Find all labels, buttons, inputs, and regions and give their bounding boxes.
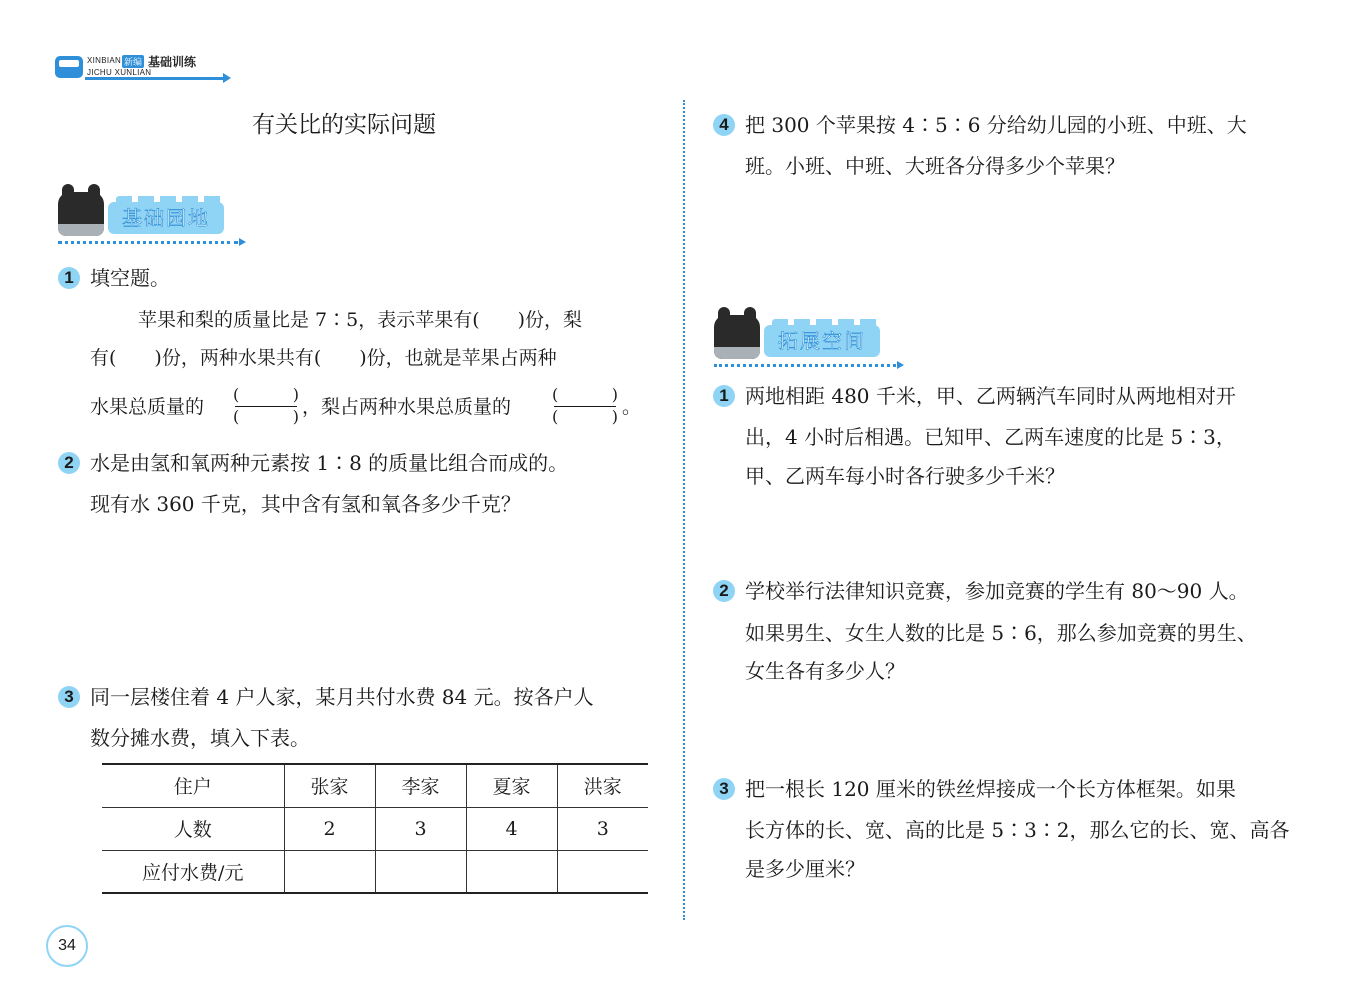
question-text: 水是由氢和氧两种元素按 1∶8 的质量比组合而成的。 xyxy=(90,451,569,475)
question-text: 数分摊水费，填入下表。 xyxy=(90,726,310,750)
question-text: 甲、乙两车每小时各行驶多少千米？ xyxy=(745,464,1065,488)
question-text: 填空题。 xyxy=(90,266,170,290)
arrow-icon xyxy=(223,73,231,83)
question-text: 出，4 小时后相遇。已知甲、乙两车速度的比是 5∶3， xyxy=(745,425,1236,449)
section-title: 拓展空间 xyxy=(764,325,880,357)
question-number: 1 xyxy=(58,267,80,289)
dotted-arrow xyxy=(714,364,896,368)
dotted-arrow xyxy=(58,241,238,245)
water-fee-table xyxy=(102,763,648,894)
section-badge-extension xyxy=(714,315,914,355)
question-text: ，梨占两种水果总质量的 xyxy=(302,396,512,418)
question-text: 水果总质量的 xyxy=(90,396,205,418)
logo-tag: 新编 xyxy=(122,55,144,68)
table-header-cell: 李家 xyxy=(375,764,466,807)
question-number: 3 xyxy=(58,686,80,708)
question-text: 两地相距 480 千米，甲、乙两辆汽车同时从两地相对开 xyxy=(745,384,1236,408)
question-text: 把一根长 120 厘米的铁丝焊接成一个长方体框架。如果 xyxy=(745,777,1236,801)
question-text: 如果男生、女生人数的比是 5∶6，那么参加竞赛的男生、 xyxy=(745,621,1257,645)
table-header-cell: 夏家 xyxy=(466,764,557,807)
column-divider xyxy=(683,100,685,920)
logo-title: 基础训练 xyxy=(148,55,197,69)
page-number: 34 xyxy=(46,925,88,967)
logo-pinyin-bottom: JICHU XUNLIAN xyxy=(87,68,152,77)
table-cell: 4 xyxy=(466,807,557,850)
question-text: 学校举行法律知识竞赛，参加竞赛的学生有 80～90 人。 xyxy=(745,579,1249,603)
fraction-blank[interactable]: ( ) ( ) xyxy=(552,385,618,426)
question-number: 2 xyxy=(58,452,80,474)
section-badge-basic xyxy=(58,192,258,232)
question-text: 是多少厘米？ xyxy=(745,857,865,881)
answer-cell[interactable] xyxy=(557,850,648,893)
question-text: 现有水 360 千克，其中含有氢和氧各多少千克？ xyxy=(90,492,521,516)
question-number: 2 xyxy=(713,580,735,602)
question-text: 班。小班、中班、大班各分得多少个苹果？ xyxy=(745,154,1125,178)
question-text: 有( )份，两种水果共有( )份，也就是苹果占两种 xyxy=(90,347,557,369)
table-header-cell: 洪家 xyxy=(557,764,648,807)
question-number: 1 xyxy=(713,385,735,407)
bus-icon xyxy=(55,56,83,78)
series-logo xyxy=(55,50,230,82)
answer-cell[interactable] xyxy=(466,850,557,893)
table-row xyxy=(102,807,648,850)
question-text: 。 xyxy=(622,396,642,418)
table-header-cell: 张家 xyxy=(284,764,375,807)
table-cell: 2 xyxy=(284,807,375,850)
question-text: 女生各有多少人？ xyxy=(745,659,905,683)
table-cell: 3 xyxy=(557,807,648,850)
table-row xyxy=(102,850,648,893)
answer-cell[interactable] xyxy=(375,850,466,893)
table-header-cell: 住户 xyxy=(102,764,284,807)
logo-underline xyxy=(85,77,225,80)
table-row xyxy=(102,764,648,807)
question-number: 3 xyxy=(713,778,735,800)
page-title: 有关比的实际问题 xyxy=(252,112,436,138)
table-cell: 应付水费/元 xyxy=(102,850,284,893)
question-text: 同一层楼住着 4 户人家，某月共付水费 84 元。按各户人 xyxy=(90,685,594,709)
fraction-blank[interactable]: ( ) ( ) xyxy=(233,385,299,426)
logo-pinyin-top: XINBIAN xyxy=(87,56,122,65)
section-title: 基础园地 xyxy=(108,202,224,234)
table-cell: 3 xyxy=(375,807,466,850)
cat-icon xyxy=(58,192,104,236)
table-cell: 人数 xyxy=(102,807,284,850)
question-text: 长方体的长、宽、高的比是 5∶3∶2，那么它的长、宽、高各 xyxy=(745,818,1290,842)
zebra-icon xyxy=(714,315,760,359)
question-number: 4 xyxy=(713,114,735,136)
question-text: 把 300 个苹果按 4∶5∶6 分给幼儿园的小班、中班、大 xyxy=(745,113,1247,137)
answer-cell[interactable] xyxy=(284,850,375,893)
question-text: 苹果和梨的质量比是 7∶5，表示苹果有( )份，梨 xyxy=(138,309,583,331)
